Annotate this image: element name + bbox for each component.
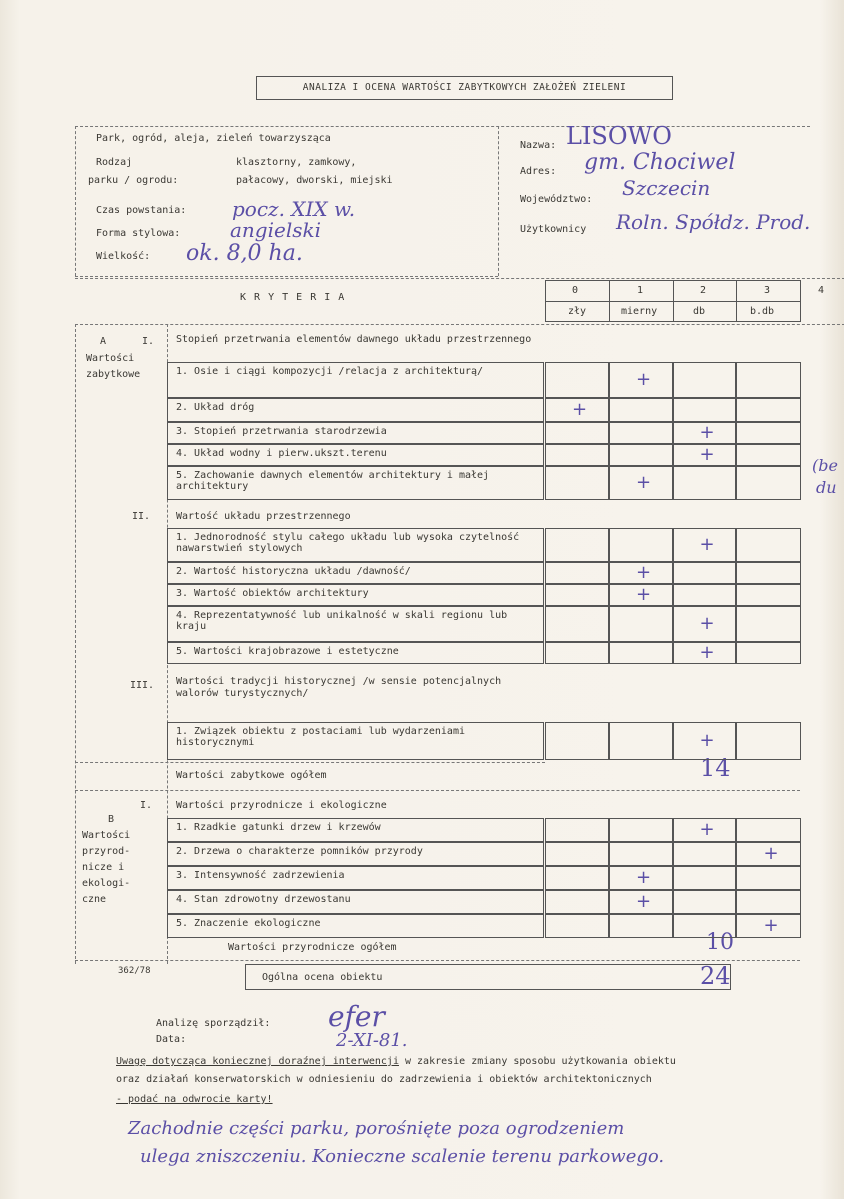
wielkosc-value: ok. 8,0 ha. xyxy=(186,241,303,266)
rating-cell xyxy=(609,606,673,642)
rating-cell xyxy=(736,528,801,562)
rating-cell xyxy=(609,422,673,444)
analysis-label: Analizę sporządził: xyxy=(156,1018,271,1029)
forma-label: Forma stylowa: xyxy=(96,228,181,239)
rating-mark-plus: + xyxy=(636,562,652,583)
group2-roman: II. xyxy=(132,511,151,522)
uzytk-value: Roln. Spółdz. Prod. xyxy=(616,210,811,234)
margin-note-1: (be xyxy=(812,456,838,475)
section-a-total-label: Wartości zabytkowe ogółem xyxy=(176,770,327,781)
section-a-side1: Wartości xyxy=(86,353,135,364)
rating-cell xyxy=(545,466,609,500)
rating-cell xyxy=(673,362,736,398)
rating-cell xyxy=(736,422,801,444)
section-b-roman: I. xyxy=(140,800,153,811)
rodzaj-values-2: pałacowy, dworski, miejski xyxy=(236,175,393,186)
criteria-top-line xyxy=(75,278,844,279)
col-3-num: 3 xyxy=(764,285,771,296)
rating-cell xyxy=(673,562,736,584)
rating-cell xyxy=(736,562,801,584)
rating-cell xyxy=(736,584,801,606)
note-2: oraz działań konserwatorskich w odniesieniu do zadrzewienia i obiektów architektonicznych xyxy=(116,1074,652,1085)
section-b-side3: nicze i xyxy=(82,862,125,873)
section-a-roman: I. xyxy=(142,336,155,347)
rating-cell xyxy=(545,722,609,760)
rating-cell xyxy=(609,398,673,422)
rating-cell xyxy=(736,642,801,664)
woj-label: Województwo: xyxy=(520,194,593,205)
section-a-total-value: 14 xyxy=(700,754,731,782)
item-a4: 4. Układ wodny i pierw.ukszt.terenu xyxy=(167,444,544,466)
rating-mark-plus: + xyxy=(763,843,779,864)
rating-mark-plus: + xyxy=(699,613,715,634)
item-a5: 5. Zachowanie dawnych elementów architektury i małej architektury xyxy=(167,466,544,500)
rating-mark-plus: + xyxy=(699,422,715,443)
rating-cell xyxy=(545,890,609,914)
rating-cell xyxy=(545,562,609,584)
col-4-num: 4 xyxy=(818,285,825,296)
nazwa-value: LISOWO xyxy=(566,122,672,150)
rating-cell xyxy=(736,398,801,422)
rating-cell xyxy=(545,914,609,938)
rating-cell xyxy=(545,422,609,444)
header-mid-line xyxy=(498,126,499,276)
date-value: 2-XI-81. xyxy=(336,1030,408,1051)
item-a2: 2. Układ dróg xyxy=(167,398,544,422)
section-b-total-value: 10 xyxy=(706,930,734,955)
item-d1: 1. Rzadkie gatunki drzew i krzewów xyxy=(167,818,544,842)
margin-note-2: du xyxy=(816,478,837,497)
rodzaj-label: Rodzaj xyxy=(96,157,133,168)
group3-roman: III. xyxy=(130,680,155,691)
item-b1: 1. Jednorodność stylu całego układu lub wysoka czytelność nawarstwień stylowych xyxy=(167,528,544,562)
date-label: Data: xyxy=(156,1034,187,1045)
form-title: ANALIZA I OCENA WARTOŚCI ZABYTKOWYCH ZAŁOŻEŃ ZIELENI xyxy=(256,76,673,100)
overall-value: 24 xyxy=(700,962,731,990)
rodzaj-values-1: klasztorny, zamkowy, xyxy=(236,157,357,168)
header-left-line xyxy=(75,126,76,276)
note-1: Uwagę dotycząca koniecznej doraźnej interwencji xyxy=(116,1056,399,1067)
overall-label: Ogólna ocena obiektu xyxy=(262,972,383,983)
item-d2: 2. Drzewa o charakterze pomników przyrody xyxy=(167,842,544,866)
rating-cell xyxy=(736,866,801,890)
item-d5: 5. Znaczenie ekologiczne xyxy=(167,914,544,938)
rating-mark-plus: + xyxy=(636,867,652,888)
rating-cell xyxy=(545,866,609,890)
adres-value: gm. Chociwel xyxy=(584,150,736,175)
rating-cell xyxy=(609,818,673,842)
adres-label: Adres: xyxy=(520,166,557,177)
rating-mark-plus: + xyxy=(636,369,652,390)
rating-cell xyxy=(736,722,801,760)
item-b5: 5. Wartości krajobrazowe i estetyczne xyxy=(167,642,544,664)
rating-mark-plus: + xyxy=(699,444,715,465)
forma-value: angielski xyxy=(230,218,322,242)
section-b-letter: B xyxy=(108,814,115,825)
signature: efer xyxy=(328,1000,385,1033)
rating-mark-plus: + xyxy=(763,915,779,936)
czas-label: Czas powstania: xyxy=(96,205,187,216)
left-margin-line xyxy=(75,324,76,964)
item-d4: 4. Stan zdrowotny drzewostanu xyxy=(167,890,544,914)
woj-value: Szczecin xyxy=(622,176,711,200)
section-b-total-label: Wartości przyrodnicze ogółem xyxy=(228,942,397,953)
rating-cell xyxy=(545,842,609,866)
handwritten-note-1: Zachodnie części parku, porośnięte poza ogrodzeniem xyxy=(128,1118,625,1139)
group1-title: Stopień przetrwania elementów dawnego układu przestrzennego xyxy=(176,334,532,345)
section-a-top-line xyxy=(75,324,844,325)
note-1-rest: w zakresie zmiany sposobu użytkowania obiektu xyxy=(405,1056,676,1067)
rating-mark-plus: + xyxy=(699,534,715,555)
rating-cell xyxy=(609,642,673,664)
section-a-side2: zabytkowe xyxy=(86,369,141,380)
item-b4: 4. Reprezentatywność lub unikalność w skali regionu lub kraju xyxy=(167,606,544,642)
section-b-side4: ekologi- xyxy=(82,878,131,889)
section-b-side2: przyrod- xyxy=(82,846,131,857)
rating-cell xyxy=(673,890,736,914)
section-b-group-title: Wartości przyrodnicze i ekologiczne xyxy=(176,800,387,811)
rating-cell xyxy=(545,444,609,466)
rating-cell xyxy=(545,642,609,664)
type-line: Park, ogród, aleja, zieleń towarzysząca xyxy=(96,133,331,144)
criteria-label: K R Y T E R I A xyxy=(240,292,346,303)
col-2-label: db xyxy=(693,306,706,317)
group2-title: Wartość układu przestrzennego xyxy=(176,511,351,522)
item-b3: 3. Wartość obiektów architektury xyxy=(167,584,544,606)
rating-cell xyxy=(545,584,609,606)
item-a1: 1. Osie i ciągi kompozycji /relacja z architekturą/ xyxy=(167,362,544,398)
rating-cell xyxy=(545,818,609,842)
rating-cell xyxy=(736,466,801,500)
wielkosc-label: Wielkość: xyxy=(96,251,151,262)
rating-cell xyxy=(736,444,801,466)
rating-cell xyxy=(609,528,673,562)
rating-mark-plus: + xyxy=(636,472,652,493)
item-b2: 2. Wartość historyczna układu /dawność/ xyxy=(167,562,544,584)
rating-mark-plus: + xyxy=(699,730,715,751)
czas-value: pocz. XIX w. xyxy=(232,197,356,221)
header-top-line xyxy=(75,126,810,127)
item-a3: 3. Stopień przetrwania starodrzewia xyxy=(167,422,544,444)
rating-mark-plus: + xyxy=(636,891,652,912)
rating-cell xyxy=(673,914,736,938)
rating-mark-plus: + xyxy=(636,584,652,605)
col-3-label: b.db xyxy=(750,306,775,317)
rating-cell xyxy=(545,606,609,642)
section-a-letter: A xyxy=(100,336,107,347)
rating-mark-plus: + xyxy=(699,819,715,840)
uzytk-label: Użytkownicy xyxy=(520,224,587,235)
nazwa-label: Nazwa: xyxy=(520,140,557,151)
rating-cell xyxy=(673,842,736,866)
rating-cell xyxy=(545,528,609,562)
rating-cell xyxy=(673,584,736,606)
col-1-num: 1 xyxy=(637,285,644,296)
rating-cell xyxy=(673,866,736,890)
rating-cell xyxy=(736,606,801,642)
rating-cell xyxy=(673,466,736,500)
rating-mark-plus: + xyxy=(572,399,588,420)
col-0-num: 0 xyxy=(572,285,579,296)
col-2-num: 2 xyxy=(700,285,707,296)
rating-cell xyxy=(545,362,609,398)
section-b-side1: Wartości xyxy=(82,830,131,841)
parku-label: parku / ogrodu: xyxy=(88,175,179,186)
rating-cell xyxy=(609,444,673,466)
section-b-side5: czne xyxy=(82,894,107,905)
note-3: - podać na odwrocie karty! xyxy=(116,1094,273,1105)
group3-title: Wartości tradycji historycznej /w sensie potencjalnych walorów turystycznych/ xyxy=(176,676,502,699)
col-1-label: mierny xyxy=(621,306,658,317)
rating-cell xyxy=(736,362,801,398)
rating-cell xyxy=(736,818,801,842)
rating-cell xyxy=(609,914,673,938)
rating-cell xyxy=(609,722,673,760)
rating-cell xyxy=(609,842,673,866)
col-0-label: zły xyxy=(568,306,587,317)
rating-cell xyxy=(736,890,801,914)
item-d3: 3. Intensywność zadrzewienia xyxy=(167,866,544,890)
item-c1: 1. Związek obiektu z postaciami lub wydarzeniami historycznymi xyxy=(167,722,544,760)
handwritten-note-2: ulega zniszczeniu. Konieczne scalenie terenu parkowego. xyxy=(140,1146,665,1167)
rating-mark-plus: + xyxy=(699,642,715,663)
stamp-number: 362/78 xyxy=(118,966,151,976)
header-bottom-line xyxy=(75,276,498,277)
rating-cell xyxy=(673,398,736,422)
